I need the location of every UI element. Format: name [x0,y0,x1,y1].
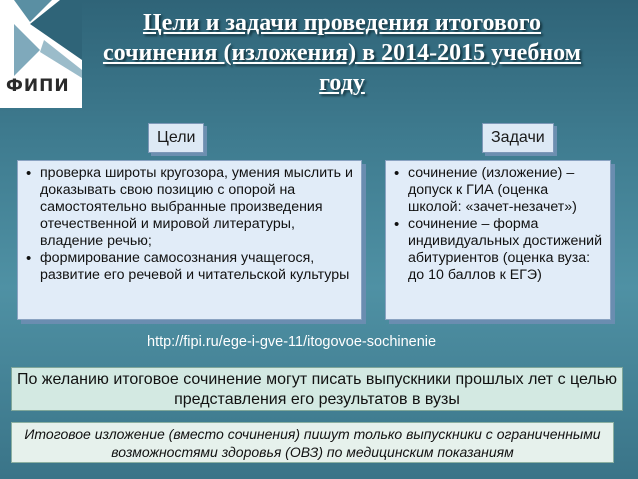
goals-label: Цели [148,123,204,153]
tasks-label: Задачи [482,123,554,153]
fipi-logo [0,0,82,108]
ovz-note: Итоговое изложение (вместо сочинения) пишут только выпускники с ограниченными возможностями здоровья (ОВЗ) по медицинским показаниям [11,422,614,463]
goals-item: • формирование самосознания учащегося, развитие его речевой и читательской культуры [40,250,355,284]
page-title: Цели и задачи проведения итогового сочинения (изложения) в 2014-2015 учебном году [102,10,582,96]
tasks-item: • сочинение – форма индивидуальных достижений абитуриентов (оценка вуза: до 10 баллов к ЕГЭ) [408,216,604,284]
tasks-panel [385,160,611,320]
goals-panel [17,160,362,320]
logo-text: ФИПИ [6,76,70,96]
fipi-link[interactable]: http://fipi.ru/ege-i-gve-11/itogovoe-sochinenie [147,334,437,350]
tasks-item: • сочинение (изложение) – допуск к ГИА (оценка школой: «зачет-незачет») [408,165,604,216]
graduates-notice: По желанию итоговое сочинение могут писать выпускники прошлых лет с целью представления его результатов в вузы [11,367,623,411]
goals-item: • проверка широты кругозора, умения мыслить и доказывать свою позицию с опорой на самостоятельно выбранные произведения отечественной и мировой литературы, владение речью; [40,165,355,250]
